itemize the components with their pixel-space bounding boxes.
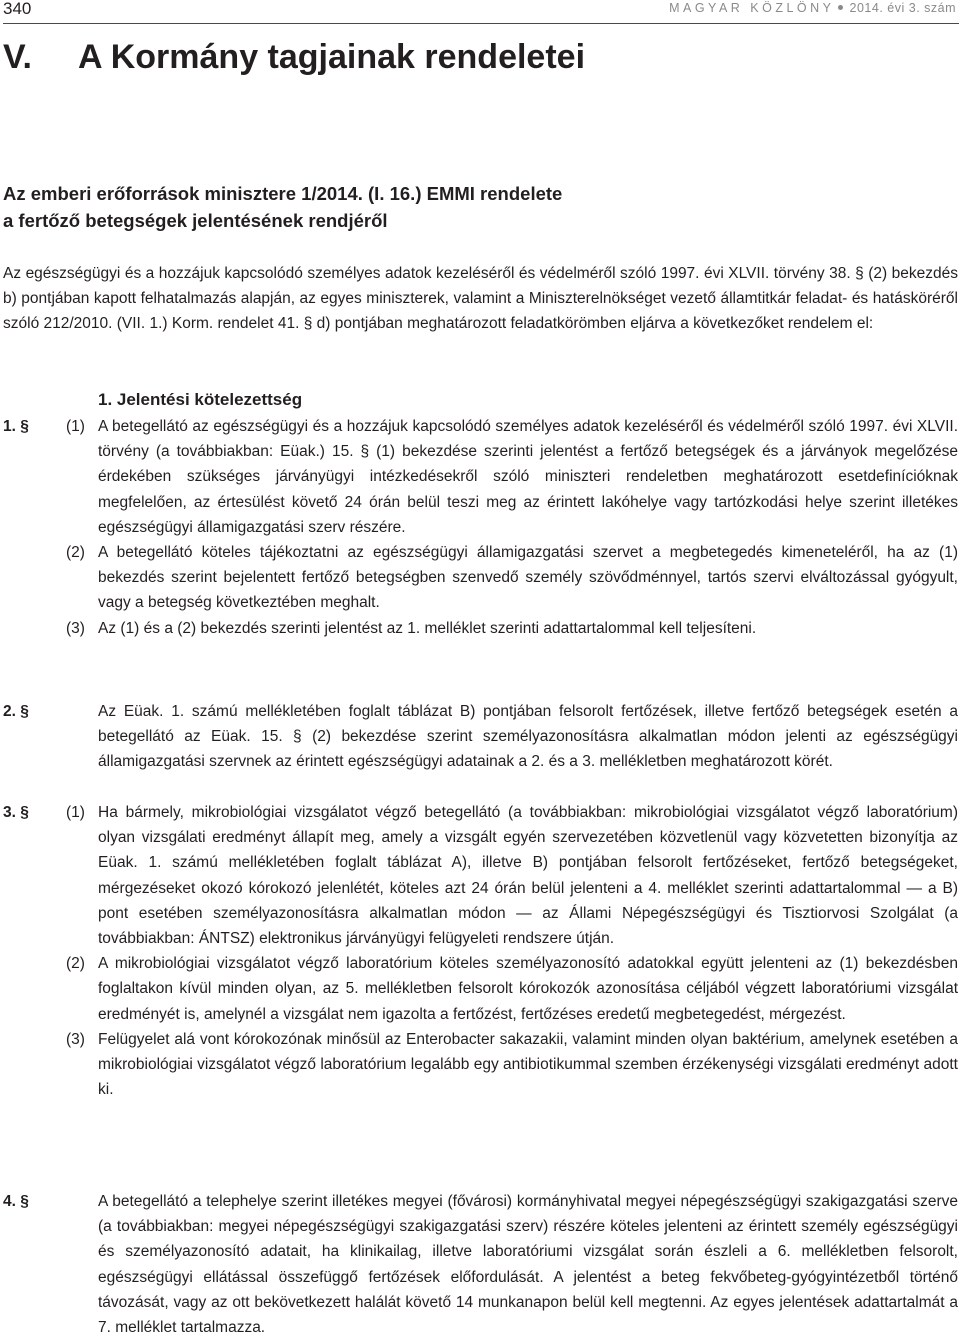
paragraph	[3, 414, 958, 540]
paragraph-text: Az (1) és a (2) bekezdés szerinti jelentést az 1. melléklet szerinti adattartalommal kell teljesíteni.	[98, 619, 757, 637]
paragraph	[3, 1189, 958, 1340]
paragraph-number: (3)	[66, 1030, 85, 1048]
section-number: V.	[3, 38, 33, 76]
paragraph	[3, 699, 958, 775]
paragraph	[3, 951, 958, 1027]
paragraph-text: Ha bármely, mikrobiológiai vizsgálatot végző betegellátó (a továbbiakban: mikrobiológiai vizsgálatot végző laboratórium) olyan vizsgálati eredményt állapít meg, amely a vizsgált egyén szervezetében közvetlenül vagy közvetetten bizonyítja az Eüak. 1. számú mellékletében foglalt táblázat A), illetve B) pontjában felsorolt fertőzéseket, fertőző betegségeket, mérgezéseket okozó kórokozó jelenlétét, köteles azt 24 órán belül jelenteni a 4. melléklet szerinti adattartalommal — a B) pont esetében személyazonosításra alkalmatlan módon — az Állami Népegészségügyi és Tisztiorvosi Szolgálat (a továbbiakban: ÁNTSZ) elektronikus járványügyi felügyeleti rendszere útján.	[98, 804, 958, 948]
article-4	[3, 1189, 958, 1340]
article-label: 2. §	[3, 703, 29, 720]
paragraph	[3, 1027, 958, 1103]
paragraph	[3, 800, 958, 951]
paragraph-number: (2)	[66, 955, 85, 973]
article-3	[3, 800, 958, 1102]
section-heading	[3, 38, 585, 77]
decree-title	[3, 180, 562, 234]
article-label: 1. §	[3, 418, 29, 435]
article-1	[3, 414, 958, 641]
page-number: 340	[3, 0, 32, 18]
header-rule	[3, 23, 959, 24]
journal-name: MAGYAR KÖZLÖNY	[669, 1, 835, 15]
paragraph-text: A betegellátó a telephelye szerint illetékes megyei (fővárosi) kormányhivatal megyei népegészségügyi szakigazgatási szerve (a továbbiakban: megyei népegészségügyi szakigazgatási szerv) részére köteles jelenteni az érintett személy egészségügyi és személyazonosító adatait, ha klinikailag, illetve laboratóriumi vizsgálat során észleli a 6. mellékletben felsorolt, egészségügyi ellátással összefüggő fertőzések előfordulását. A jelentést a beteg fekvőbeteg-gyógyintézetből történő távozását, vagy az ott bekövetkezett halálát követő 14 munkanapon belül kell megtenni. Az egyes jelentések adattartalmát a 7. melléklet tartalmazza.	[98, 1193, 958, 1337]
paragraph-text: Az Eüak. 1. számú mellékletében foglalt táblázat B) pontjában felsorolt fertőzések, illetve fertőző betegségek esetén a betegellátó az Eüak. 15. § (2) bekezdése szerint személyazonosításra alkalmatlan módon jelenti az egészségügyi államigazgatási szervnek az érintett egészségügyi adatainak a 2. és a 3. mellékletben meghatározott körét.	[98, 703, 958, 771]
bullet-separator-icon	[838, 5, 843, 10]
paragraph-text: A mikrobiológiai vizsgálatot végző laboratórium köteles személyazonosító adatokkal együtt jelenteni az (1) bekezdésben foglaltakon kívül minden olyan, az 5. mellékletben felsorolt kórokozók azonosítása céljából végzett laboratóriumi vizsgálat eredményét is, amelynél a vizsgálat nem igazolta a fertőzést, fertőzéses eredetű megbetegedést, mérgezést.	[98, 955, 958, 1023]
paragraph-number: (2)	[66, 544, 85, 562]
article-label: 4. §	[3, 1193, 29, 1210]
paragraph-number: (3)	[66, 619, 85, 637]
article-label: 3. §	[3, 804, 29, 821]
decree-title-line: Az emberi erőforrások minisztere 1/2014. (I. 16.) EMMI rendelete	[3, 183, 563, 204]
article-2	[3, 699, 958, 775]
preamble: Az egészségügyi és a hozzájuk kapcsolódó személyes adatok kezeléséről és védelméről szóló 1997. évi XLVII. törvény 38. § (2) bekezdés b) pontjában kapott felhatalmazás alapján, az egyes miniszterek, valamint a Miniszterelnökséget vezető államtitkár feladat- és hatásköréről szóló 212/2010. (VII. 1.) Korm. rendelet 41. § d) pontjában meghatározott feladatkörömben eljárva a következőket rendelem el:	[3, 265, 958, 332]
decree-subject-line: a fertőző betegségek jelentésének rendjéről	[3, 210, 388, 231]
running-header	[669, 1, 956, 15]
paragraph-number: (1)	[66, 804, 85, 821]
paragraph-text: A betegellátó az egészségügyi és a hozzájuk kapcsolódó személyes adatok kezeléséről és védelméről szóló 1997. évi XLVII. törvény (a továbbiakban: Eüak.) 15. § (1) bekezdése szerinti jelentést a fertőző betegségek és a járványok megelőzése érdekében szükséges járványügyi intézkedésekről szóló miniszteri rendeletben meghatározott esetdefinícióknak megfelelően, az értesülést követő 24 órán belül teszi meg az érintett lakóhelye vagy tartózkodási helye szerint illetékes egészségügyi államigazgatási szerv részére.	[98, 418, 958, 536]
paragraph-number: (1)	[66, 418, 85, 435]
paragraph-text: Felügyelet alá vont kórokozónak minősül az Enterobacter sakazakii, valamint minden olyan baktérium, amelynek esetében a mikrobiológiai vizsgálatot végző laboratórium legalább egy antibiotikummal szemben érzékenységi vizsgálati eredményt adott ki.	[98, 1030, 958, 1099]
chapter-heading: 1. Jelentési kötelezettség	[98, 390, 303, 409]
paragraph-text: A betegellátó köteles tájékoztatni az egészségügyi államigazgatási szervet a megbetegedés kimeneteléről, ha az (1) bekezdés szerint bejelentett fertőző betegségben szenvedő személy szövődménnyel, tartós szervi elváltozással gyógyult, vagy a betegség következtében meghalt.	[98, 544, 958, 612]
paragraph	[3, 540, 958, 616]
section-title: A Kormány tagjainak rendeletei	[78, 38, 586, 76]
issue-number: 2014. évi 3. szám	[849, 1, 956, 15]
paragraph	[3, 616, 958, 641]
